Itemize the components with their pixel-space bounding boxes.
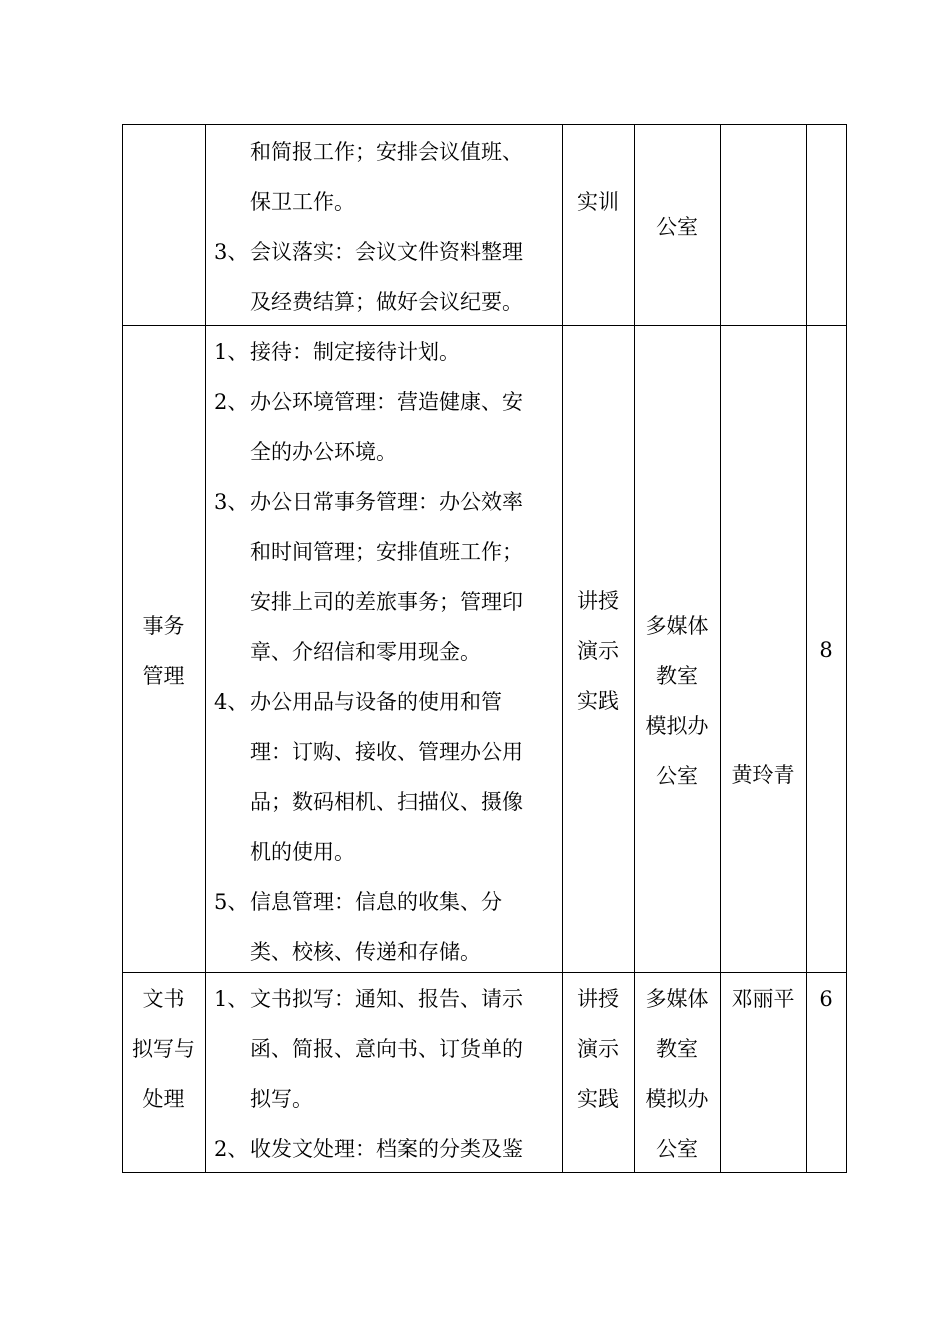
content-line: 理：订购、接收、管理办公用 xyxy=(250,740,523,764)
content-line: 收发文处理：档案的分类及鉴 xyxy=(250,1137,523,1161)
content-line: 办公用品与设备的使用和管 xyxy=(250,690,502,714)
teacher-cell-line: 黄玲青 xyxy=(731,763,795,787)
content-line: 章、介绍信和零用现金。 xyxy=(250,640,481,664)
content-line: 品；数码相机、扫描仪、摄像 xyxy=(250,790,523,814)
venue-cell-line: 公室 xyxy=(656,764,698,788)
content-line: 函、简报、意向书、订货单的 xyxy=(250,1037,523,1061)
table-column-border xyxy=(846,124,847,1173)
method-cell-line: 讲授 xyxy=(577,589,619,613)
table-row-border xyxy=(122,124,847,125)
table-row-border xyxy=(122,325,847,326)
method-cell-line: 实践 xyxy=(577,689,619,713)
venue-cell-line: 教室 xyxy=(656,1037,698,1061)
content-line: 拟写。 xyxy=(250,1087,313,1111)
hours-cell: 8 xyxy=(819,638,833,662)
table-column-border xyxy=(720,124,721,1173)
content-line: 保卫工作。 xyxy=(250,190,355,214)
content-item-number: 4、 xyxy=(214,690,249,714)
hours-cell: 6 xyxy=(819,987,833,1011)
content-line: 全的办公环境。 xyxy=(250,440,397,464)
method-cell-line: 讲授 xyxy=(577,987,619,1011)
table-column-border xyxy=(122,124,123,1173)
venue-cell-line: 教室 xyxy=(656,664,698,688)
content-item-number: 2、 xyxy=(214,1137,249,1161)
topic-cell-line: 事务 xyxy=(142,614,185,638)
venue-cell-line: 模拟办 xyxy=(645,714,709,738)
table-column-border xyxy=(634,124,635,1173)
content-line: 机的使用。 xyxy=(250,840,355,864)
venue-cell-line: 公室 xyxy=(656,1137,698,1161)
content-line: 和简报工作；安排会议值班、 xyxy=(250,140,523,164)
method-cell-line: 实训 xyxy=(577,190,619,214)
venue-cell-line: 多媒体 xyxy=(645,614,709,638)
content-line: 会议落实：会议文件资料整理 xyxy=(250,240,523,264)
content-line: 接待：制定接待计划。 xyxy=(250,340,460,364)
method-cell-line: 实践 xyxy=(577,1087,619,1111)
content-line: 安排上司的差旅事务；管理印 xyxy=(250,590,523,614)
topic-cell-line: 处理 xyxy=(142,1087,185,1111)
content-line: 和时间管理；安排值班工作； xyxy=(250,540,523,564)
content-item-number: 2、 xyxy=(214,390,249,414)
venue-cell-line: 模拟办 xyxy=(645,1087,709,1111)
teacher-cell-line: 邓丽平 xyxy=(731,987,795,1011)
content-item-number: 3、 xyxy=(214,240,249,264)
content-item-number: 1、 xyxy=(214,987,249,1011)
topic-cell-line: 管理 xyxy=(142,664,185,688)
content-line: 办公日常事务管理：办公效率 xyxy=(250,490,523,514)
table-column-border xyxy=(205,124,206,1173)
venue-cell-line: 公室 xyxy=(656,215,698,239)
topic-cell-line: 文书 xyxy=(142,987,185,1011)
content-item-number: 3、 xyxy=(214,490,249,514)
method-cell-line: 演示 xyxy=(577,1037,619,1061)
method-cell-line: 演示 xyxy=(577,639,619,663)
content-line: 办公环境管理：营造健康、安 xyxy=(250,390,523,414)
topic-cell-line: 拟写与 xyxy=(132,1037,195,1061)
content-line: 信息管理：信息的收集、分 xyxy=(250,890,502,914)
content-item-number: 1、 xyxy=(214,340,249,364)
content-line: 文书拟写：通知、报告、请示 xyxy=(250,987,523,1011)
table-row-border xyxy=(122,1172,847,1173)
content-item-number: 5、 xyxy=(214,890,249,914)
table-row-border xyxy=(122,972,847,973)
content-line: 及经费结算；做好会议纪要。 xyxy=(250,290,523,314)
venue-cell-line: 多媒体 xyxy=(645,987,709,1011)
content-line: 类、校核、传递和存储。 xyxy=(250,940,481,964)
